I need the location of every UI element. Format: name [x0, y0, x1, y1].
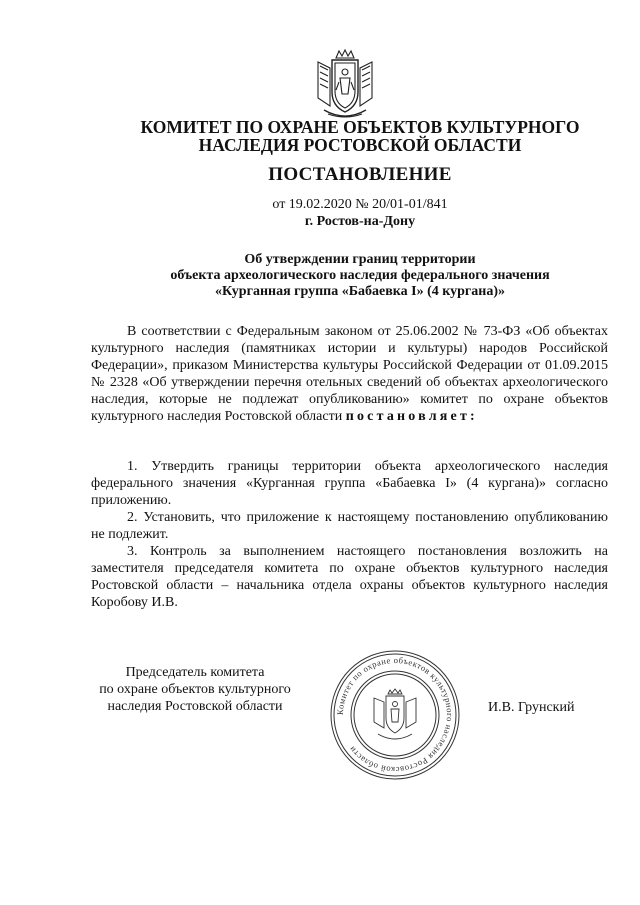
position-line-2: по охране объектов культурного: [99, 682, 291, 697]
decree-word: постановляет:: [345, 409, 478, 424]
svg-text:Комитет по охране объектов кул: [335, 655, 455, 775]
position-line-1: Председатель комитета: [125, 665, 265, 680]
signatory-position: [80, 664, 310, 715]
position-line-3: наследия Ростовской области: [107, 699, 283, 714]
subject-line-2: объекта археологического наследия федерального значения: [170, 268, 550, 283]
decree-items: [91, 458, 608, 611]
coat-of-arms-icon: [310, 48, 380, 122]
decree-item-1: 1. Утвердить границы территории объекта археологического наследия федерального значения «Курганная группа «Бабаевка I» (4 кургана)» согласно приложению.: [91, 459, 608, 508]
subject-line-3: «Курганная группа «Бабаевка I» (4 кургана)»: [215, 284, 505, 299]
document-subject: [60, 252, 640, 300]
date-number: от 19.02.2020 № 20/01-01/841: [272, 197, 448, 212]
preamble: [91, 323, 608, 425]
preamble-paragraph: [91, 323, 608, 425]
preamble-text: В соответствии с Федеральным законом от 25.06.2002 № 73-ФЗ «Об объектах культурного наследия (памятниках истории и культуры) народов Российской Федерации», приказом Министерства культуры Российской Федерации от 01.09.2015 № 2328 «Об утверждении перечня отельных сведений об объектах археологического наследия, которые не подлежат опубликованию» комитет по охране объектов культурного наследия Ростовской области: [91, 324, 608, 424]
document-meta: [60, 196, 640, 230]
org-line-2: НАСЛЕДИЯ РОСТОВСКОЙ ОБЛАСТИ: [198, 135, 522, 155]
city: г. Ростов-на-Дону: [304, 214, 416, 229]
document-type: ПОСТАНОВЛЕНИЕ: [268, 164, 452, 185]
decree-item-2: 2. Установить, что приложение к настоящему постановлению опубликованию не подлежит.: [91, 510, 608, 542]
signatory-name: И.В. Грунский: [488, 700, 575, 715]
org-line-1: КОМИТЕТ ПО ОХРАНЕ ОБЪЕКТОВ КУЛЬТУРНОГО: [140, 117, 580, 137]
organization-name: [60, 118, 640, 154]
seal-ring-text: Комитет по охране объектов культурного наследия Ростовской области: [334, 654, 456, 776]
decree-item-3: 3. Контроль за выполнением настоящего постановления возложить на заместителя председателя комитета по охране объектов культурного наследия Ростовской области – начальника отдела охраны объектов культурного наследия Коробову И.В.: [91, 544, 608, 610]
subject-line-1: Об утверждении границ территории: [244, 252, 476, 267]
official-seal-icon: [328, 648, 462, 782]
